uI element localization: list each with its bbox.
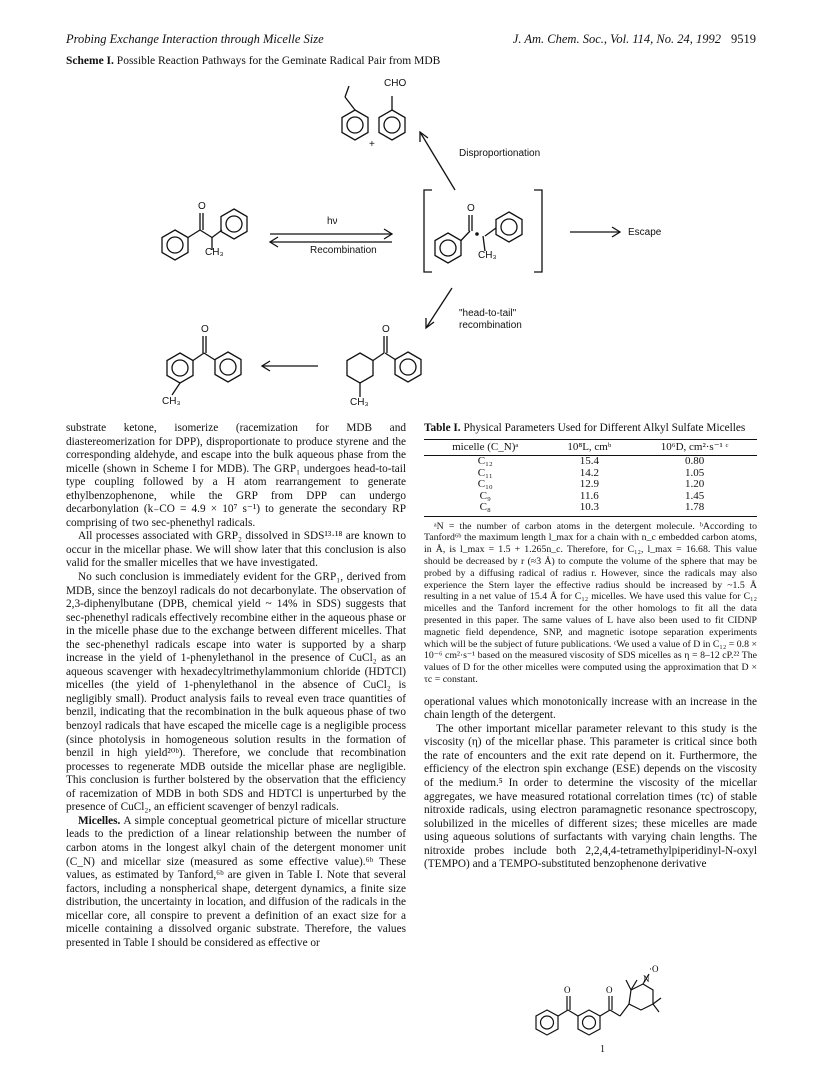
o-label-radical: O	[467, 203, 475, 214]
hv-label: hν	[327, 216, 338, 227]
structure-o-label: O	[564, 985, 571, 995]
table-header: 10⁸L, cmᵇ	[547, 439, 633, 456]
right-column	[424, 422, 757, 872]
ch3-label-product: CH₃	[162, 396, 181, 407]
table-row: C₁₀ 12.9 1.20	[477, 478, 705, 491]
table-row: C₁₂ 15.4 0.80	[477, 455, 705, 468]
table-header: micelle (C_N)ᵃ	[424, 439, 547, 456]
structure-no-label: ·O	[649, 964, 659, 974]
paragraph: operational values which monotonically increase with an increase in the chain length of the detergent.	[424, 695, 757, 722]
table-caption	[424, 422, 757, 436]
table-row: C₈ 10.3 1.78	[424, 502, 757, 516]
table-caption-text: Physical Parameters Used for Different Alkyl Sulfate Micelles	[463, 422, 746, 434]
header-citation: J. Am. Chem. Soc., Vol. 114, No. 24, 1992 9519	[512, 32, 756, 46]
styrene-molecule	[342, 86, 368, 140]
paragraph: All processes associated with GRP₂ dissolved in SDS¹³·¹⁸ are known to occur in the micellar phase. We will show later that this conclusion is also valid for the smaller micelles that we have investigated.	[66, 530, 406, 570]
tempo-benzophenone-structure	[533, 960, 663, 1060]
micelles-heading: Micelles.	[78, 814, 121, 827]
structure-number: 1	[600, 1044, 605, 1055]
micelles-paragraph: Micelles. A simple conceptual geometrical picture of micellar structure leads to the prediction of a linear relationship between the number of carbon atoms in the longest alkyl chain of the detergent monomer unit (C_N) and micellar size (measured as some effective value).⁶ᵇ These values, as estimated by Tanford,⁶ᵇ are given in Table I. Note that several factors, including a nonspherical shape, detergent dynamics, a finite size distribution, the uncertainty in location, and diffusion of the radicals in the micellar core, all conspire to prevent a definition of an exact size for a micelle containing a dissolved organic substrate. Therefore, the values presented in Table I should be considered as effective or	[66, 814, 406, 949]
recombination-label: Recombination	[310, 245, 377, 256]
cho-label: CHO	[384, 78, 407, 89]
scheme-caption-label: Scheme I.	[66, 55, 114, 67]
head-to-tail-recombination-label: recombination	[459, 320, 522, 331]
o-label-mdb: O	[198, 201, 206, 212]
left-column	[66, 422, 406, 950]
ch3-label-radical: CH₃	[478, 250, 497, 261]
o-label-product: O	[201, 324, 209, 335]
scheme-drawing	[0, 70, 820, 415]
parameters-table	[424, 439, 757, 517]
ch3-label-intermediate: CH₃	[350, 397, 369, 408]
table-row: C₉ 11.6 1.45	[479, 489, 705, 502]
benzaldehyde-molecule	[379, 96, 405, 140]
ethylbenzophenone-product	[167, 336, 241, 395]
scheme-caption	[66, 55, 440, 67]
ch3-label-mdb: CH₃	[205, 247, 224, 258]
radical-dot	[475, 232, 479, 236]
table-row: C₁₁ 14.2 1.05	[477, 466, 705, 479]
paragraph: No such conclusion is immediately evident for the GRP₁, derived from MDB, since the benzoyl radicals do not decarbonylate. The observation of 2,3-diphenylbutane (DPB, chemical yield ~ 14% in SDS) suggests that sec-phenethyl radicals effectively recombine either in the aqueous phase or in the micelle phase due to the exchange between different micelles. That the sec-phenethyl radicals escape into water is supported by a sharp increase in the yield of 1-phenylethanol in the presence of CuCl₂ as an aqueous scavenger with hexadecyltrimethylammonium chloride (HDTCl) micelles (the yield of 1-phenylethanol in the absence of CuCl₂ is negligibly small). Product analysis fails to reveal even trace quantities of benzil, indicating that the recombination in the bulk aqueous phase of two benzoyl radicals that have escaped the micelle cage is a negligible process (since photolysis in homogeneous solution results in the formation of benzil in high yield²⁰ᵇ). Therefore, we conclude that recombination processes to regenerate MDB outside the micellar phase are negligible. This conclusion is further bolstered by the observation that the efficiency of racemization of MDB in both SDS and HDTCl is unperturbed by the presence of CuCl₂, an efficient scavenger of benzyl radicals.	[66, 571, 406, 814]
header-title: Probing Exchange Interaction through Micelle Size	[66, 32, 324, 46]
disproportionation-label: Disproportionation	[459, 148, 541, 159]
o-label-intermediate: O	[382, 324, 390, 335]
table-footnotes: ᵃN = the number of carbon atoms in the detergent molecule. ᵇAccording to Tanford⁶ᵇ the maximum length l_max for a chain with n_c embedded carbon atoms, in Å, is l_max = 1.5 + 1.265n_c. Therefore, for C₁₂, l_max = 16.68. This value should be decreased by r (≈3 Å) to compute the volume of the sphere that may be probed by a diffusing radical of radius r. However, since the radicals may also experience the Stern layer the effective radius should be increased by ~1.5 Å resulting in a net value of 15.4 Å for C₁₂ micelles. We have used this value for C₁₂ micelles and the Tanford increment for the other homologs to fit all the data presented in this paper. The same values of L have also been used to fit CIDNP magnetic field dependence, SNP, and magnetic isotope separation experiments which will be the subject of future publications. ᶜWe used a value of D in C₁₂ = 0.8 × 10⁻⁶ cm²·s⁻¹ based on the measured viscosity of SDS micelles as η = 8–12 cP.²² The values of D for the other micelles were computed using the approximation that D × τc = constant.	[424, 520, 757, 685]
scheme-caption-text: Possible Reaction Pathways for the Geminate Radical Pair from MDB	[116, 55, 441, 67]
page-number: 9519	[731, 32, 756, 46]
escape-label: Escape	[628, 227, 662, 238]
paragraph: substrate ketone, isomerize (racemization for MDB and diastereomerization for DPP), disproportionate to produce styrene and the corresponding aldehyde, and escape into the bulk aqueous phase from the micelle (shown in Scheme I for MDB). The GRP₁ undergoes head-to-tail type coupling followed by a H atom rearrangement to generate ethylbenzophenone, while the GRP from DPP can undergo decarbonylation (k₋CO = 4.9 × 10⁷ s⁻¹) to generate the secondary RP comprising of two sec-phenethyl radicals.	[66, 422, 406, 529]
structure-ester-o-label: O	[606, 985, 613, 995]
paragraph: The other important micellar parameter relevant to this study is the viscosity (η) of the micellar phase. This parameter is critical since both the rate of encounters and the exit rate depend on it. Furthermore, the efficiency of the electron spin exchange (ESE) depends on the viscosity of the medium.⁵ In order to determine the viscosity of the micellar aggregates, we have measured rotational correlation times (τc) of stable nitroxide radicals, using electron paramagnetic resonance spectroscopy, solubilized in the micelles of different sizes; these micelles are made using aqueous solutions of surfactants with varying chain lengths. The nitroxide probes include both 2,2,4,4-tetramethylpiperidinyl-N-oxyl (TEMPO) and a TEMPO-substituted benzophenone derivative	[424, 722, 757, 871]
table-caption-label: Table I.	[424, 422, 461, 434]
coupled-intermediate	[347, 336, 421, 397]
structure-n-label: N	[643, 974, 650, 984]
reaction-scheme	[0, 70, 820, 415]
table-header: 10⁶D, cm²·s⁻¹ ᶜ	[632, 439, 757, 456]
running-header	[66, 32, 756, 50]
plus-label: +	[369, 139, 375, 150]
head-to-tail-label: "head-to-tail"	[459, 308, 517, 319]
